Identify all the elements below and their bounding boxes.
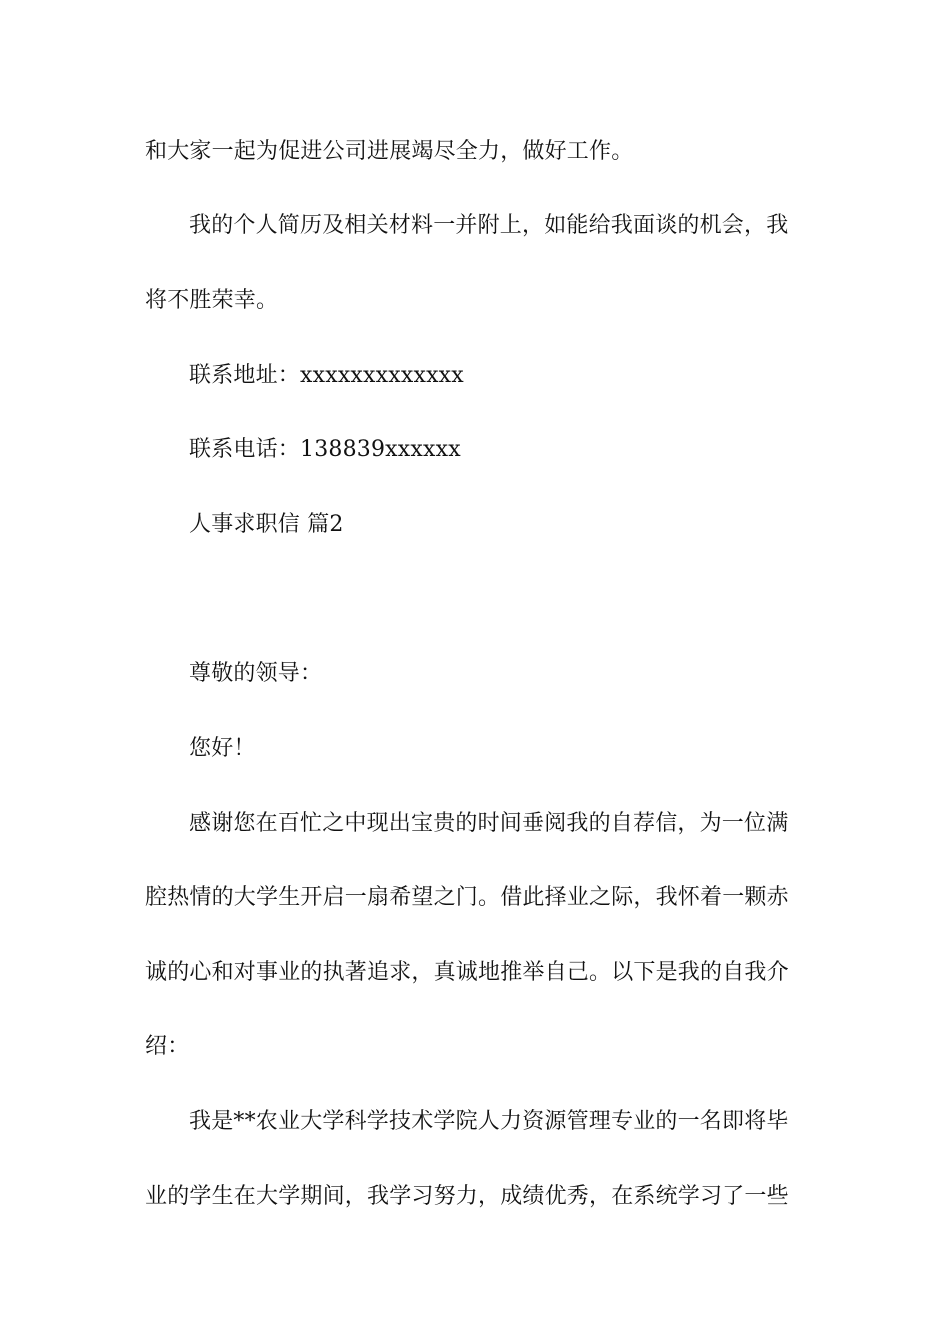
paragraph-line: 腔热情的大学生开启一扇希望之门。借此择业之际，我怀着一颗赤 — [145, 885, 789, 910]
contact-address: 联系地址：xxxxxxxxxxxxx — [189, 363, 464, 388]
paragraph-line: 将不胜荣幸。 — [145, 288, 279, 313]
paragraph-line: 绍： — [145, 1034, 190, 1059]
salutation: 尊敬的领导： — [189, 661, 323, 686]
greeting: 您好！ — [189, 736, 256, 761]
section-heading: 人事求职信 篇2 — [189, 512, 344, 537]
paragraph-line: 和大家一起为促进公司进展竭尽全力，做好工作。 — [145, 139, 634, 164]
paragraph-line: 我的个人简历及相关材料一并附上，如能给我面谈的机会，我 — [189, 213, 789, 238]
paragraph-line: 感谢您在百忙之中现出宝贵的时间垂阅我的自荐信，为一位满 — [189, 811, 789, 836]
contact-phone: 联系电话：138839xxxxxx — [189, 437, 461, 462]
paragraph-line: 业的学生在大学期间，我学习努力，成绩优秀，在系统学习了一些 — [145, 1184, 789, 1209]
paragraph-line: 我是**农业大学科学技术学院人力资源管理专业的一名即将毕 — [189, 1109, 789, 1134]
paragraph-line: 诚的心和对事业的执著追求，真诚地推举自己。以下是我的自我介 — [145, 960, 789, 985]
